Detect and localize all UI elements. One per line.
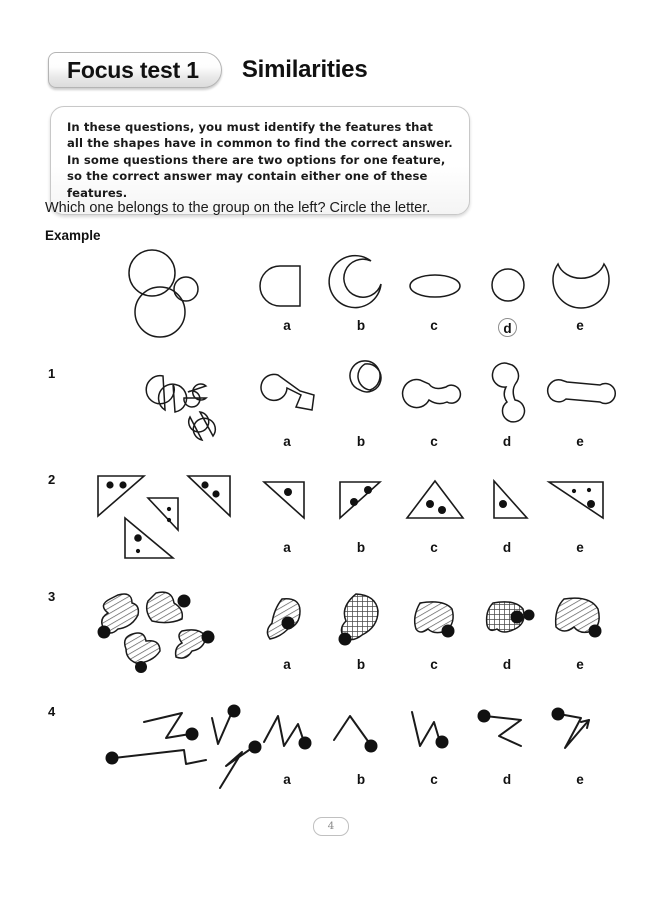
question-1-group-shapes bbox=[118, 362, 238, 457]
question-3-option-a[interactable] bbox=[262, 595, 310, 647]
question-number-4: 4 bbox=[48, 704, 56, 719]
example-group-shapes bbox=[120, 248, 230, 333]
option-letter-b[interactable]: b bbox=[356, 657, 366, 672]
question-prompt: Which one belongs to the group on the left? Circle the letter. bbox=[45, 200, 431, 216]
option-letter-a[interactable]: a bbox=[283, 318, 291, 333]
question-2-option-e[interactable] bbox=[546, 478, 608, 522]
question-4-group-shapes bbox=[80, 700, 245, 795]
question-3-option-c[interactable] bbox=[408, 599, 460, 643]
option-letter-c[interactable]: c bbox=[430, 318, 438, 333]
example-option-c[interactable] bbox=[409, 272, 461, 300]
focus-test-badge: Focus test 1 bbox=[48, 52, 222, 88]
question-4-option-b[interactable] bbox=[332, 710, 384, 756]
option-letter-d[interactable]: d bbox=[502, 772, 512, 787]
option-letter-b[interactable]: b bbox=[356, 540, 366, 555]
option-letter-a[interactable]: a bbox=[283, 772, 291, 787]
question-row-2 bbox=[0, 468, 660, 573]
option-letter-d[interactable]: d bbox=[502, 434, 512, 449]
example-option-b[interactable] bbox=[337, 256, 389, 316]
option-letter-b[interactable]: b bbox=[356, 318, 366, 333]
question-number-3: 3 bbox=[48, 589, 56, 604]
question-2-option-b[interactable] bbox=[336, 478, 382, 522]
option-letter-d[interactable]: d bbox=[502, 540, 512, 555]
question-1-option-e[interactable] bbox=[548, 378, 618, 406]
instruction-box bbox=[50, 106, 470, 215]
question-1-option-d[interactable] bbox=[493, 362, 527, 420]
question-2-option-a[interactable] bbox=[262, 478, 308, 522]
option-letter-c[interactable]: c bbox=[430, 434, 438, 449]
example-option-a[interactable] bbox=[264, 262, 312, 316]
question-3-option-b[interactable] bbox=[332, 591, 386, 649]
question-row-1 bbox=[0, 362, 660, 462]
option-letter-e[interactable]: e bbox=[576, 772, 584, 787]
question-1-option-a[interactable] bbox=[260, 370, 316, 414]
option-letter-e[interactable]: e bbox=[576, 318, 584, 333]
option-letter-b[interactable]: b bbox=[356, 434, 366, 449]
question-number-1: 1 bbox=[48, 366, 56, 381]
question-2-option-d[interactable] bbox=[489, 478, 531, 522]
question-3-group-shapes bbox=[88, 585, 248, 680]
option-letter-b[interactable]: b bbox=[356, 772, 366, 787]
question-number-2: 2 bbox=[48, 472, 56, 487]
question-3-option-e[interactable] bbox=[548, 595, 606, 643]
option-letter-c[interactable]: c bbox=[430, 772, 438, 787]
example-option-e[interactable] bbox=[553, 258, 609, 314]
option-letter-c[interactable]: c bbox=[430, 540, 438, 555]
option-letter-c[interactable]: c bbox=[430, 657, 438, 672]
option-letter-a[interactable]: a bbox=[283, 657, 291, 672]
question-4-option-e[interactable] bbox=[551, 708, 601, 756]
page-number: 4 bbox=[313, 817, 349, 836]
option-letter-d[interactable]: d bbox=[502, 657, 512, 672]
question-row-4 bbox=[0, 700, 660, 800]
question-row-example bbox=[0, 248, 660, 348]
question-1-option-b[interactable] bbox=[346, 362, 384, 420]
page-title: Similarities bbox=[241, 56, 368, 83]
instruction-text: In these questions, you must identify the features that all the shapes have in common to find the correct answer. In some questions there are two options for one feature, so the correct answer may contain either one of these features. bbox=[67, 120, 453, 200]
option-letter-e[interactable]: e bbox=[576, 540, 584, 555]
question-4-option-c[interactable] bbox=[406, 708, 458, 756]
option-letter-a[interactable]: a bbox=[283, 540, 291, 555]
option-letter-a[interactable]: a bbox=[283, 434, 291, 449]
question-4-option-a[interactable] bbox=[262, 710, 314, 756]
question-2-group-shapes bbox=[88, 468, 238, 563]
option-letter-e[interactable]: e bbox=[576, 434, 584, 449]
question-4-option-d[interactable] bbox=[477, 710, 535, 754]
example-option-d[interactable] bbox=[491, 268, 525, 302]
page-header bbox=[48, 52, 367, 88]
option-letter-e[interactable]: e bbox=[576, 657, 584, 672]
option-letter-d-circled[interactable]: d bbox=[498, 318, 517, 337]
question-1-option-c[interactable] bbox=[404, 378, 466, 410]
question-2-option-c[interactable] bbox=[404, 478, 466, 522]
question-3-option-d[interactable] bbox=[479, 599, 537, 643]
question-row-3 bbox=[0, 585, 660, 685]
example-label: Example bbox=[45, 228, 101, 243]
